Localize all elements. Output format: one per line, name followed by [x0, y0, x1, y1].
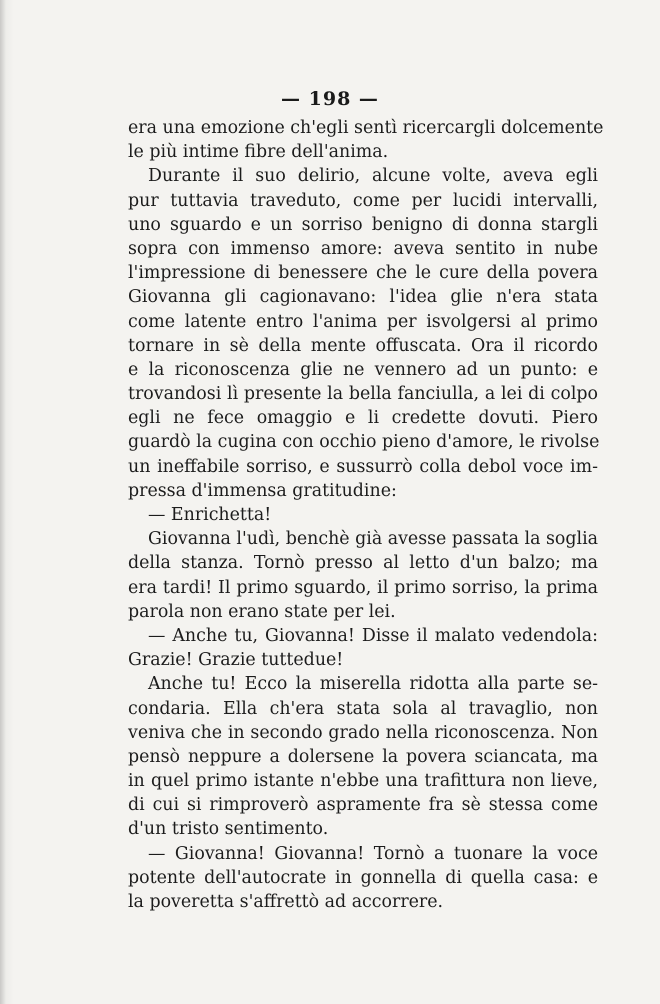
page-number: — 198 — [281, 88, 379, 110]
text-line: le più intime fibre dell'anima. [128, 142, 389, 163]
text-line: guardò la cugina con occhio pieno d'amore, le rivolse [128, 432, 600, 453]
text-line: e la riconoscenza glie ne vennero ad un punto: e [128, 359, 598, 380]
text-line: pressa d'immensa gratitudine: [128, 480, 397, 501]
text-line: la poveretta s'affrettò ad accorrere. [128, 892, 444, 912]
text-line: era una emozione ch'egli sentì ricercargli dolcemente [128, 118, 604, 138]
text-line: veniva che in secondo grado nella riconoscenza. Non [128, 722, 598, 743]
text-line: d'un tristo sentimento. [128, 819, 329, 840]
text-line: della stanza. Tornò presso al letto d'un balzo; ma [128, 553, 598, 574]
text-line: — Enrichetta! [148, 505, 272, 525]
text-line: pensò neppure a dolersene la povera sciancata, ma [128, 746, 598, 767]
text-line: Anche tu! Ecco la miserella ridotta alla parte se- [148, 674, 598, 695]
text-line: tornare in sè della mente offuscata. Ora il ricordo [128, 335, 598, 356]
text-line: uno sguardo e un sorriso benigno di donna stargli [128, 214, 598, 235]
text-line: l'impressione di benessere che le cure della povera [128, 263, 598, 284]
text-line: sopra con immenso amore: aveva sentito in nube [128, 238, 598, 259]
text-line: come latente entro l'anima per isvolgersi al primo [128, 311, 598, 332]
text-line: Grazie! Grazie tuttedue! [128, 650, 344, 671]
text-line: pur tuttavia traveduto, come per lucidi intervalli, [128, 190, 598, 211]
text-line: parola non erano state per lei. [128, 601, 396, 622]
text-line: di cui si rimproverò aspramente fra sè stessa come [128, 795, 598, 816]
body-text [128, 116, 604, 914]
text-line: Giovanna gli cagionavano: l'idea glie n'era stata [128, 287, 598, 308]
text-line: potente dell'autocrate in gonnella di quella casa: e [128, 867, 598, 888]
text-line: — Giovanna! Giovanna! Tornò a tuonare la voce [148, 843, 598, 864]
text-line: in quel primo istante n'ebbe una trafittura non lieve, [128, 771, 598, 792]
text-line: Giovanna l'udì, benchè già avesse passata la soglia [148, 529, 598, 550]
text-line: un ineffabile sorriso, e sussurrò colla debol voce im- [128, 456, 598, 477]
text-line: trovandosi lì presente la bella fanciulla, a lei di colpo [128, 384, 598, 405]
text-line: — Anche tu, Giovanna! Disse il malato vedendola: [148, 625, 598, 646]
text-line: era tardi! Il primo sguardo, il primo sorriso, la prima [128, 577, 598, 598]
text-line: Durante il suo delirio, alcune volte, aveva egli [148, 166, 598, 187]
text-line: egli ne fece omaggio e li credette dovuti. Piero [128, 408, 598, 429]
text-line: condaria. Ella ch'era stata sola al travaglio, non [128, 698, 598, 719]
